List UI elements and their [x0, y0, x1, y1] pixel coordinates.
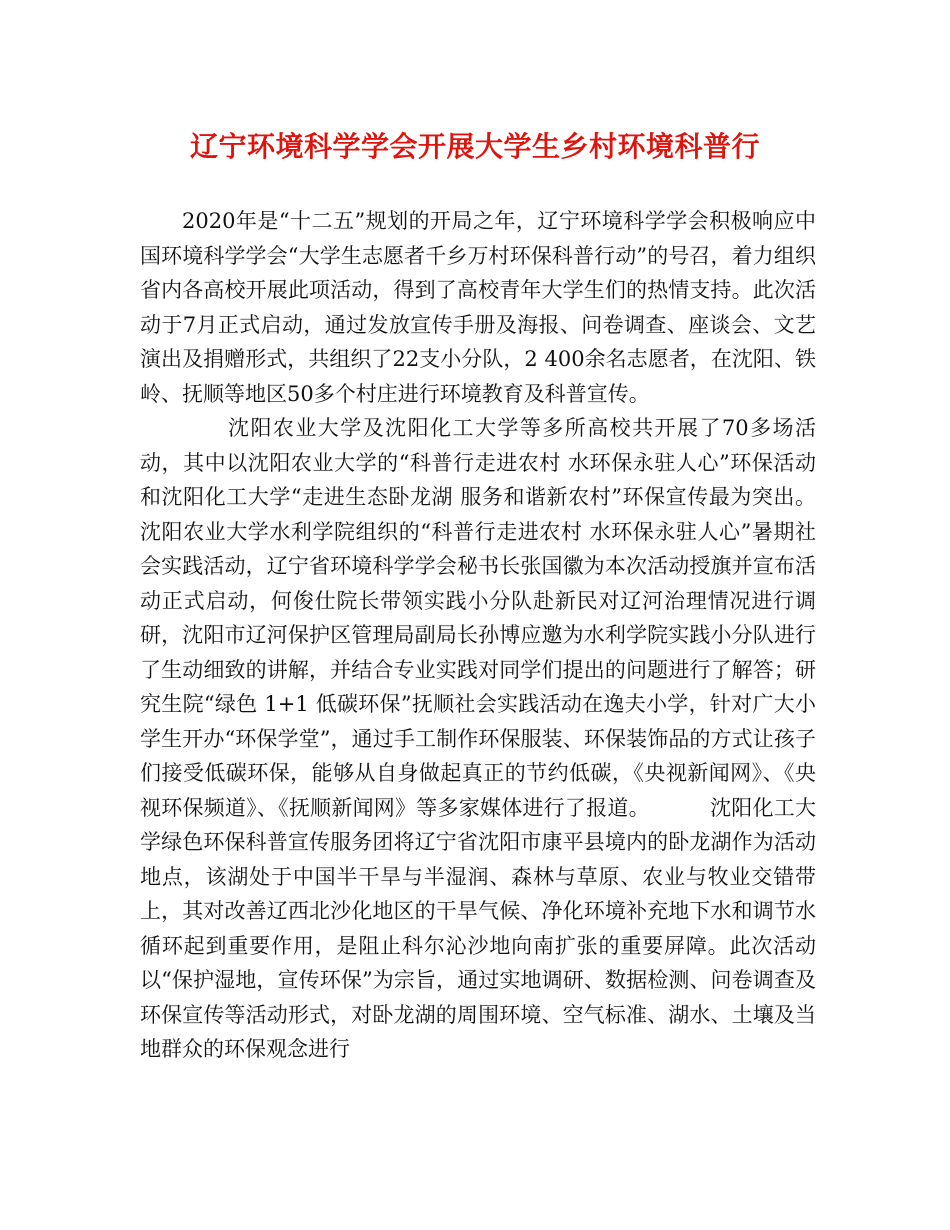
paragraph-activity-overview: 2020年是“十二五”规划的开局之年，辽宁环境科学学会积极响应中国环境科学学会“大学生志愿者千乡万村环保科普行动”的号召，着力组织省内各高校开展此项活动，得到了高校青年大学生们的热情支持。此次活动于7月正式启动，通过发放宣传手册及海报、问卷调查、座谈会、文艺演出及捐赠形式，共组织了22支小分队，2 400余名志愿者，在沈阳、铁岭、抚顺等地区50多个村庄进行环境教育及科普宣传。 [140, 209, 816, 406]
document-body [140, 204, 816, 1067]
paragraph-universities-text: 沈阳农业大学及沈阳化工大学等多所高校共开展了70多场活动，其中以沈阳农业大学的“科普行走进农村 水环保永驻人心”环保活动和沈阳化工大学“走进生态卧龙湖 服务和谐新农村”环保宣传最为突出。沈阳农业大学水利学院组织的“科普行走进农村 水环保永驻人心”暑期社会实践活动，辽宁省环境科学学会秘书长张国徽为本次活动授旗并宣布活动正式启动，何俊仕院长带领实践小分队赴新民对辽河治理情况进行调研，沈阳市辽河保护区管理局副局长孙博应邀为水利学院实践小分队进行了生动细致的讲解，并结合专业实践对同学们提出的问题进行了解答；研究生院“绿色 1+1 低碳环保”抚顺社会实践活动在逸夫小学，针对广大小学生开办“环保学堂”，通过手工制作环保服装、环保装饰品的方式让孩子们接受低碳环保，能够从自身做起真正的节约低碳，《央视新闻网》、《央视环保频道》、《抚顺新闻网》等多家媒体进行了报道。 [140, 416, 816, 820]
paragraph-universities-activities [140, 411, 816, 1067]
paragraph-wolong-lake-text: 沈阳化工大学绿色环保科普宣传服务团将辽宁省沈阳市康平县境内的卧龙湖作为活动地点，该湖处于中国半干旱与半湿润、森林与草原、农业与牧业交错带上，其对改善辽西北沙化地区的干旱气候、净化环境补充地下水和调节水循环起到重要作用，是阻止科尔沁沙地向南扩张的重要屏障。此次活动以“保护湿地，宣传环保”为宗旨，通过实地调研、数据检测、问卷调查及环保宣传等活动形式，对卧龙湖的周围环境、空气标准、湖水、土壤及当地群众的环保观念进行 [140, 795, 817, 1061]
document-title: 辽宁环境科学学会开展大学生乡村环境科普行 [189, 130, 760, 163]
